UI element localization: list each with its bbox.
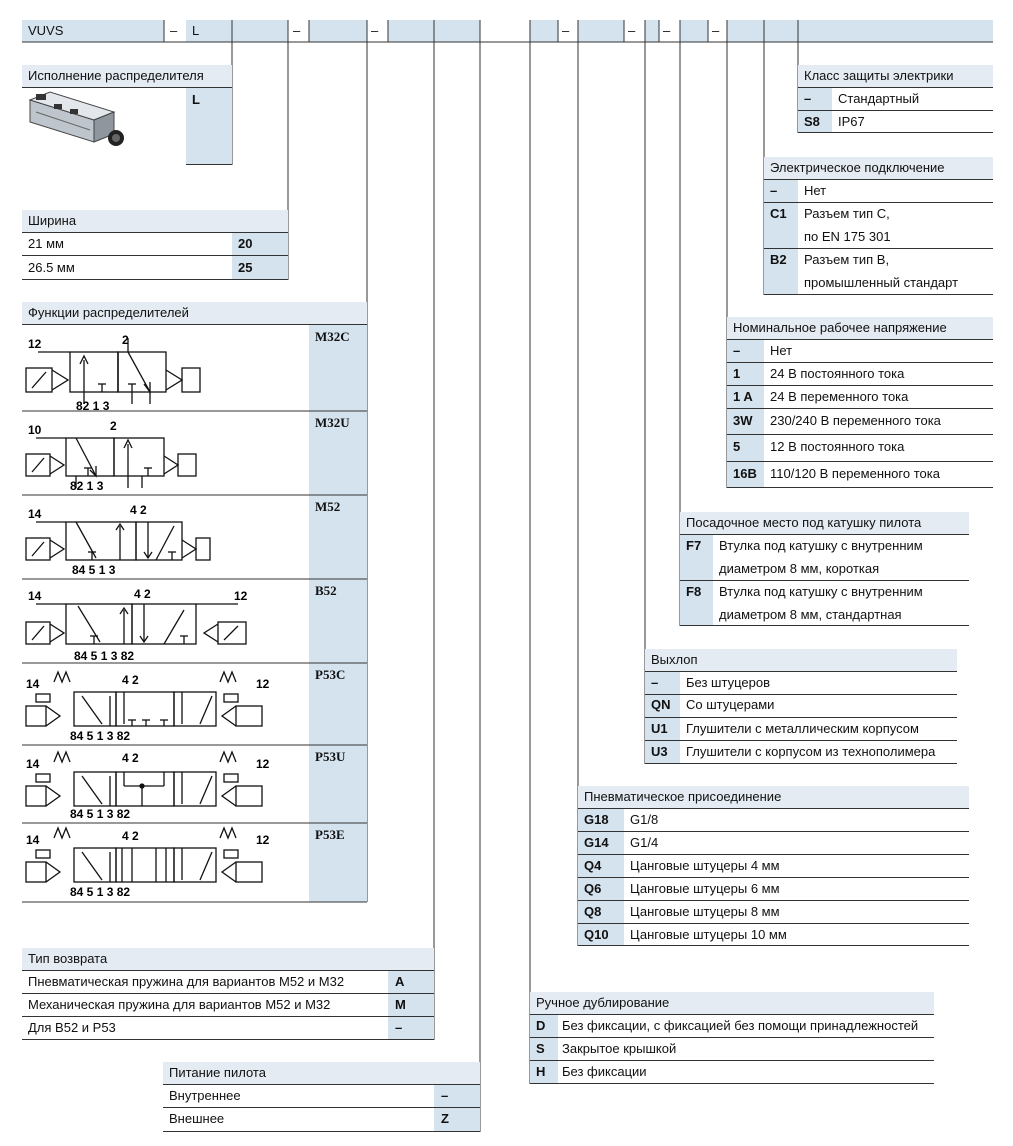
valve-function-code: M32U — [315, 415, 350, 430]
valve-symbol-m32c — [24, 330, 224, 412]
exhaust-title: Выхлоп — [651, 652, 698, 667]
width-title: Ширина — [28, 213, 77, 228]
port-label: 14 — [28, 507, 42, 521]
valve-function-code: M52 — [315, 499, 341, 514]
return-type-row-label: Пневматическая пружина для вариантов M52 и M32 — [28, 974, 345, 989]
port-label: 82 1 3 — [70, 479, 104, 493]
valve-function-code: P53U — [315, 749, 346, 764]
pneumatic-connection-row-code: G18 — [584, 812, 609, 827]
exhaust-row-label: Без штуцеров — [686, 675, 770, 690]
pneumatic-connection-row-code: Q6 — [584, 881, 602, 896]
port-label: 12 — [28, 337, 42, 351]
nominal-voltage-row-label: 110/120 В переменного тока — [770, 466, 940, 481]
electrical-connection-title: Электрическое подключение — [770, 160, 945, 175]
port-label: 84 5 1 3 — [72, 563, 116, 577]
protection-class-row-code: S8 — [804, 114, 820, 129]
pilot-supply-row-label: Внешнее — [169, 1111, 225, 1126]
pilot-coil-seat-row-label: диаметром 8 мм, стандартная — [719, 607, 902, 622]
return-type-row-label: Механическая пружина для вариантов M52 и M32 — [28, 997, 331, 1012]
order-code-dash-6: – — [663, 23, 671, 38]
pilot-coil-seat-row-label: диаметром 8 мм, короткая — [719, 561, 880, 576]
protection-class-row-label: IP67 — [838, 114, 865, 129]
valve-version-code: L — [192, 92, 200, 107]
pneumatic-connection-title: Пневматическое присоединение — [584, 789, 782, 804]
nominal-voltage-row-label: 230/240 В переменного тока — [770, 413, 941, 428]
protection-class-row-label: Стандартный — [838, 91, 920, 106]
order-code-dash-2: – — [293, 23, 301, 38]
port-label: 14 — [28, 589, 42, 603]
pilot-supply-title: Питание пилота — [169, 1065, 266, 1080]
order-code-dash-1: – — [170, 23, 178, 38]
pneumatic-connection-row-label: G1/8 — [630, 812, 659, 827]
nominal-voltage-row-code: 1 — [733, 366, 741, 381]
port-label: 84 5 1 3 82 — [70, 807, 131, 821]
pneumatic-connection-row-label: G1/4 — [630, 835, 659, 850]
order-code-field-l: L — [192, 23, 200, 38]
pilot-coil-seat-row-code: F7 — [686, 538, 702, 553]
electrical-connection-row-code: – — [770, 183, 778, 198]
port-label: 14 — [26, 677, 40, 691]
order-code-dash-4: – — [562, 23, 570, 38]
valve-symbol-p53e — [24, 826, 274, 902]
port-label: 12 — [256, 677, 270, 691]
nominal-voltage-row-label: 12 В постоянного тока — [770, 439, 905, 454]
return-type-title: Тип возврата — [28, 951, 108, 966]
manual-override-row-code: H — [536, 1064, 546, 1079]
port-label: 10 — [28, 423, 42, 437]
electrical-connection-row-label: по EN 175 301 — [804, 229, 891, 244]
valve-function-code: P53C — [315, 667, 346, 682]
exhaust-row-code: QN — [651, 697, 671, 712]
order-code-dash-3: – — [371, 23, 379, 38]
exhaust-row-code: U1 — [651, 721, 668, 736]
port-label: 14 — [26, 757, 40, 771]
width-row-label: 26.5 мм — [28, 260, 75, 275]
pilot-supply-row-code: – — [441, 1088, 449, 1103]
pneumatic-connection-row-code: Q10 — [584, 927, 609, 942]
pneumatic-connection-row-label: Цанговые штуцеры 4 мм — [630, 858, 780, 873]
manual-override-title: Ручное дублирование — [536, 995, 670, 1010]
port-label: 84 5 1 3 82 — [74, 649, 135, 663]
nominal-voltage-title: Номинальное рабочее напряжение — [733, 320, 947, 335]
port-label: 84 5 1 3 82 — [70, 885, 131, 899]
exhaust-row-label: Со штуцерами — [686, 697, 775, 712]
electrical-connection-row-label: Нет — [804, 183, 827, 198]
pneumatic-connection-row-code: Q8 — [584, 904, 602, 919]
nominal-voltage-row-label: Нет — [770, 343, 793, 358]
valve-symbol-p53u — [24, 748, 274, 828]
nominal-voltage-row-code: 16B — [733, 466, 757, 481]
pneumatic-connection-row-code: Q4 — [584, 858, 602, 873]
exhaust-row-label: Глушители с корпусом из технополимера — [686, 744, 936, 759]
port-label: 4 2 — [122, 829, 139, 843]
return-type-row-label: Для B52 и P53 — [28, 1020, 116, 1035]
manual-override-row-code: S — [536, 1041, 545, 1056]
port-label: 2 — [110, 419, 117, 433]
pilot-supply-row-code: Z — [441, 1111, 449, 1126]
nominal-voltage-row-code: 1 A — [733, 389, 753, 404]
manual-override-row-label: Без фиксации — [562, 1064, 647, 1079]
width-row-code: 20 — [238, 236, 253, 251]
order-code-prefix: VUVS — [28, 23, 64, 38]
pneumatic-connection-row-label: Цанговые штуцеры 8 мм — [630, 904, 780, 919]
valve-product-image — [24, 90, 128, 156]
exhaust-row-label: Глушители с металлическим корпусом — [686, 721, 919, 736]
port-label: 12 — [234, 589, 248, 603]
order-code-dash-5: – — [628, 23, 636, 38]
nominal-voltage-row-label: 24 В переменного тока — [770, 389, 909, 404]
pilot-supply-row-label: Внутреннее — [169, 1088, 241, 1103]
nominal-voltage-row-label: 24 В постоянного тока — [770, 366, 905, 381]
pilot-coil-seat-row-code: F8 — [686, 584, 702, 599]
return-type-row-code: A — [395, 974, 405, 989]
port-label: 2 — [122, 333, 129, 347]
nominal-voltage-row-code: 5 — [733, 439, 741, 454]
valve-function-code: P53E — [315, 827, 345, 842]
nominal-voltage-row-code: 3W — [733, 413, 753, 428]
valve-symbol-p53c — [24, 666, 274, 748]
port-label: 84 5 1 3 82 — [70, 729, 131, 743]
valve-symbol-m52 — [24, 498, 224, 580]
pilot-coil-seat-row-label: Втулка под катушку с внутренним — [719, 584, 923, 599]
width-row-label: 21 мм — [28, 236, 64, 251]
nominal-voltage-row-code: – — [733, 343, 741, 358]
port-label: 4 2 — [130, 503, 147, 517]
exhaust-row-code: U3 — [651, 744, 668, 759]
pneumatic-connection-row-code: G14 — [584, 835, 609, 850]
port-label: 4 2 — [134, 587, 151, 601]
electrical-connection-row-code: C1 — [770, 206, 787, 221]
valve-symbol-b52 — [24, 582, 264, 664]
manual-override-row-code: D — [536, 1018, 546, 1033]
manual-override-row-label: Закрытое крышкой — [562, 1041, 677, 1056]
valve-functions-title: Функции распределителей — [28, 305, 189, 320]
exhaust-row-code: – — [651, 675, 659, 690]
valve-symbol-m32u — [24, 414, 224, 496]
protection-class-title: Класс защиты электрики — [804, 68, 954, 83]
pilot-coil-seat-title: Посадочное место под катушку пилота — [686, 515, 922, 530]
electrical-connection-row-label: промышленный стандарт — [804, 275, 959, 290]
port-label: 12 — [256, 757, 270, 771]
manual-override-row-label: Без фиксации, с фиксацией без помощи принадлежностей — [562, 1018, 919, 1033]
port-label: 12 — [256, 833, 270, 847]
return-type-row-code: – — [395, 1020, 403, 1035]
order-code-dash-7: – — [712, 23, 720, 38]
valve-function-code: M32C — [315, 329, 350, 344]
pneumatic-connection-row-label: Цанговые штуцеры 10 мм — [630, 927, 787, 942]
protection-class-row-code: – — [804, 91, 812, 106]
pneumatic-connection-row-label: Цанговые штуцеры 6 мм — [630, 881, 780, 896]
port-label: 4 2 — [122, 751, 139, 765]
electrical-connection-row-label: Разъем тип С, — [804, 206, 890, 221]
valve-function-code: B52 — [315, 583, 337, 598]
electrical-connection-row-code: B2 — [770, 252, 787, 267]
electrical-connection-row-label: Разъем тип В, — [804, 252, 890, 267]
valve-version-title: Исполнение распределителя — [28, 68, 204, 83]
port-label: 14 — [26, 833, 40, 847]
return-type-row-code: M — [395, 997, 406, 1012]
port-label: 82 1 3 — [76, 399, 110, 412]
port-label: 4 2 — [122, 673, 139, 687]
width-row-code: 25 — [238, 260, 253, 275]
pilot-coil-seat-row-label: Втулка под катушку с внутренним — [719, 538, 923, 553]
